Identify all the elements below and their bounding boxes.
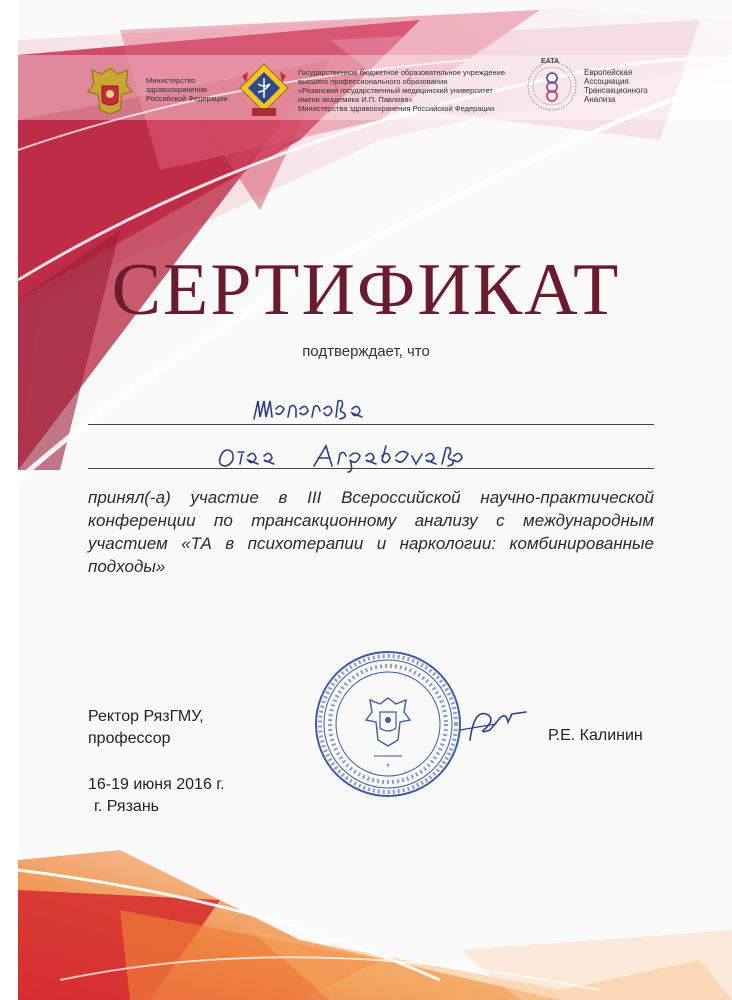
- event-dates: 16-19 июня 2016 г. г. Рязань: [88, 776, 225, 815]
- official-stamp: [312, 648, 464, 800]
- participation-statement: принял(-а) участие в III Всероссийской научно-практической конференции по трансакционному анализу с международным участием «ТА в психотерапии и наркологии: комбинированные подходы»: [88, 488, 654, 576]
- name-line-2: [88, 468, 654, 469]
- university-caption: Государственное бюджетное образовательное учреждение высшего профессионального образования «Рязанский государственный медицинский университет имени академика И.П. Павлова» Министерства здравоохранения Российской Федерации: [298, 68, 506, 113]
- eata-abbr: EATA: [541, 58, 560, 65]
- certificate-title: СЕРТИФИКАТ: [111, 249, 621, 331]
- handwritten-given-names: [214, 442, 464, 474]
- university-emblem: [238, 62, 290, 118]
- rector-position: Ректор РязГМУ, профессор: [88, 708, 204, 747]
- rector-signature: [456, 700, 536, 748]
- ministry-caption: Министерство здравоохранения Российской Федерации: [146, 76, 228, 103]
- certificate-subtitle: подтверждает, что: [302, 343, 430, 360]
- eata-emblem: [526, 60, 578, 112]
- handwritten-surname: [250, 395, 400, 427]
- svg-text:*: *: [386, 762, 390, 772]
- rector-name: Р.Е. Калинин: [548, 727, 643, 744]
- ministry-emblem: [84, 64, 136, 118]
- name-line-1: [88, 424, 654, 425]
- eata-caption: Европейская Ассоциация Трансакционного Анализа: [584, 68, 648, 104]
